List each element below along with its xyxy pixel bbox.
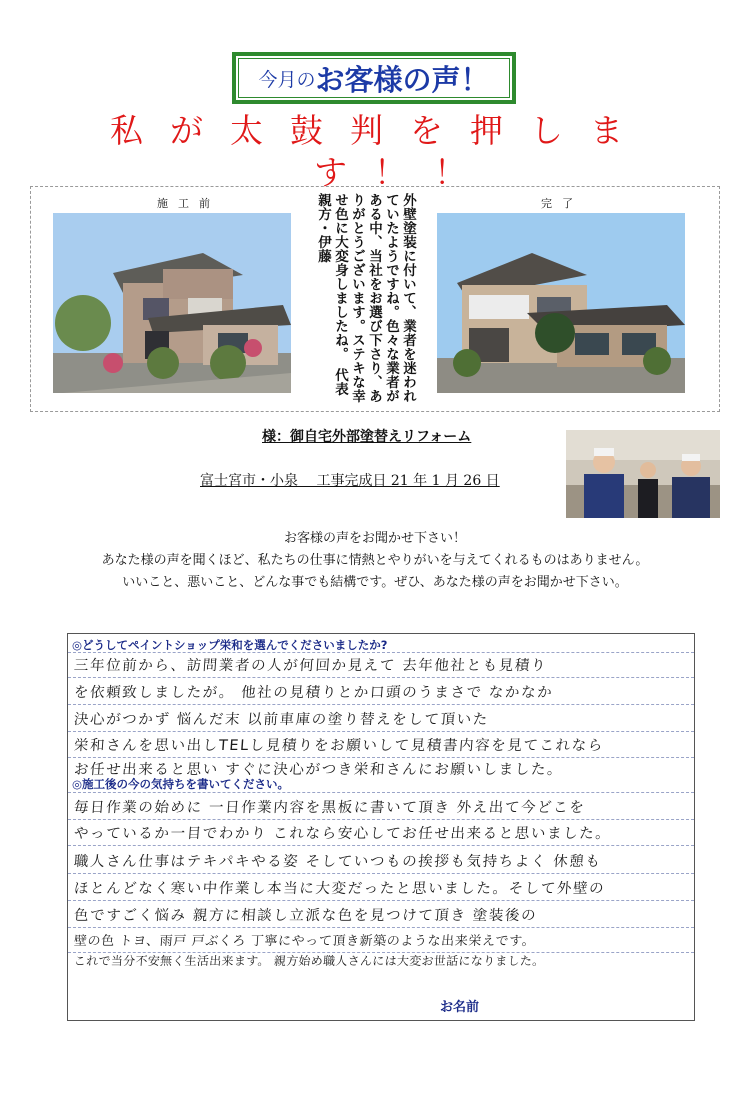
staff-photo xyxy=(566,430,720,518)
form-rule xyxy=(68,873,694,874)
name-label: お名前 xyxy=(440,1000,480,1015)
answer-2-line: 壁の色 トヨ、雨戸 戸ぶくろ 丁寧にやって頂き新築のような出来栄えです。 xyxy=(73,934,536,949)
intro-line3: いいこと、悪いこと、どんな事でも結構です。ぜひ、あなた様の声をお聞かせ下さい。 xyxy=(122,575,628,590)
subject-heading xyxy=(240,426,471,446)
headline-line2: す！！ xyxy=(314,153,494,192)
subject-text: 様：御自宅外部塗替えリフォーム xyxy=(262,429,472,445)
answer-2-line: やっているか一目でわかり これなら安心してお任せ出来ると思いました。 xyxy=(73,826,612,842)
customer-form xyxy=(67,633,695,1021)
intro-line2: あなた様の声を聞くほど、私たちの仕事に情熱とやりがいを与えてくれるものはありません。 xyxy=(101,553,649,568)
intro-text xyxy=(0,528,750,594)
answer-2-line: 毎日作業の始めに 一日作業内容を黒板に書いて頂き 外え出て今どこを xyxy=(73,800,586,816)
form-rule xyxy=(68,927,694,928)
place-date: 富士宮市・小泉 工事完成日 21 年 1 月 26 日 xyxy=(200,473,500,489)
answer-1-line: 栄和さんを思い出しTELし見積りをお願いして見積書内容を見てこれなら xyxy=(73,738,605,754)
answer-1-line: 三年位前から、訪問業者の人が何回か見えて 去年他社とも見積り xyxy=(73,658,548,674)
after-caption: 完了 xyxy=(541,197,583,210)
question-2: ◎施工後の今の気持ちを書いてください。 xyxy=(72,777,290,791)
headline-line1: 私が太鼓判を押しま xyxy=(110,111,650,150)
form-rule xyxy=(68,652,694,653)
title-box xyxy=(232,52,516,104)
answer-2-line: これで当分不安無く生活出来ます。 親方始め職人さんには大変お世話になりました。 xyxy=(73,954,546,968)
question-1: ◎どうしてペイントショップ栄和を選んでくださいましたか? xyxy=(72,638,388,652)
after-house-photo xyxy=(437,213,685,393)
form-rule xyxy=(68,677,694,678)
answer-2-line: 色ですごく悩み 親方に相談し立派な色を見つけて頂き 塗装後の xyxy=(73,908,538,924)
answer-2-line: 職人さん仕事はテキパキやる姿 そしていつもの挨拶も気持ちよく 休憩も xyxy=(73,854,603,870)
answer-1-line: お任せ出来ると思い すぐに決心がつき栄和さんにお願いしました。 xyxy=(73,762,564,778)
intro-line1: お客様の声をお聞かせ下さい！ xyxy=(283,531,466,546)
headline xyxy=(90,110,690,194)
form-rule xyxy=(68,900,694,901)
form-rule xyxy=(68,731,694,732)
photo-panel xyxy=(30,186,720,412)
title-small: 今月の xyxy=(258,68,316,91)
before-house-photo xyxy=(53,213,291,393)
owner-comment: 外壁塗装に付いて、業者を迷われていたようですね。色々な業者がある中、当社をお選び下さり、ありがとうございます。ステキな幸せ色に大変身しましたね。 代表親方・伊藤 xyxy=(315,193,416,403)
form-rule xyxy=(68,792,694,793)
form-rule xyxy=(68,704,694,705)
form-rule xyxy=(68,819,694,820)
answer-2-line: ほとんどなく寒い中作業し本当に大変だったと思いました。そして外壁の xyxy=(73,881,606,897)
before-caption: 施工前 xyxy=(157,197,220,210)
title-big: お客様の声！ xyxy=(315,62,490,97)
answer-1-line: 決心がつかず 悩んだ末 以前車庫の塗り替えをして頂いた xyxy=(73,712,490,728)
form-rule xyxy=(68,845,694,846)
answer-1-line: を依頼致しましたが。 他社の見積りとか口頭のうまさで なかなか xyxy=(73,685,554,701)
